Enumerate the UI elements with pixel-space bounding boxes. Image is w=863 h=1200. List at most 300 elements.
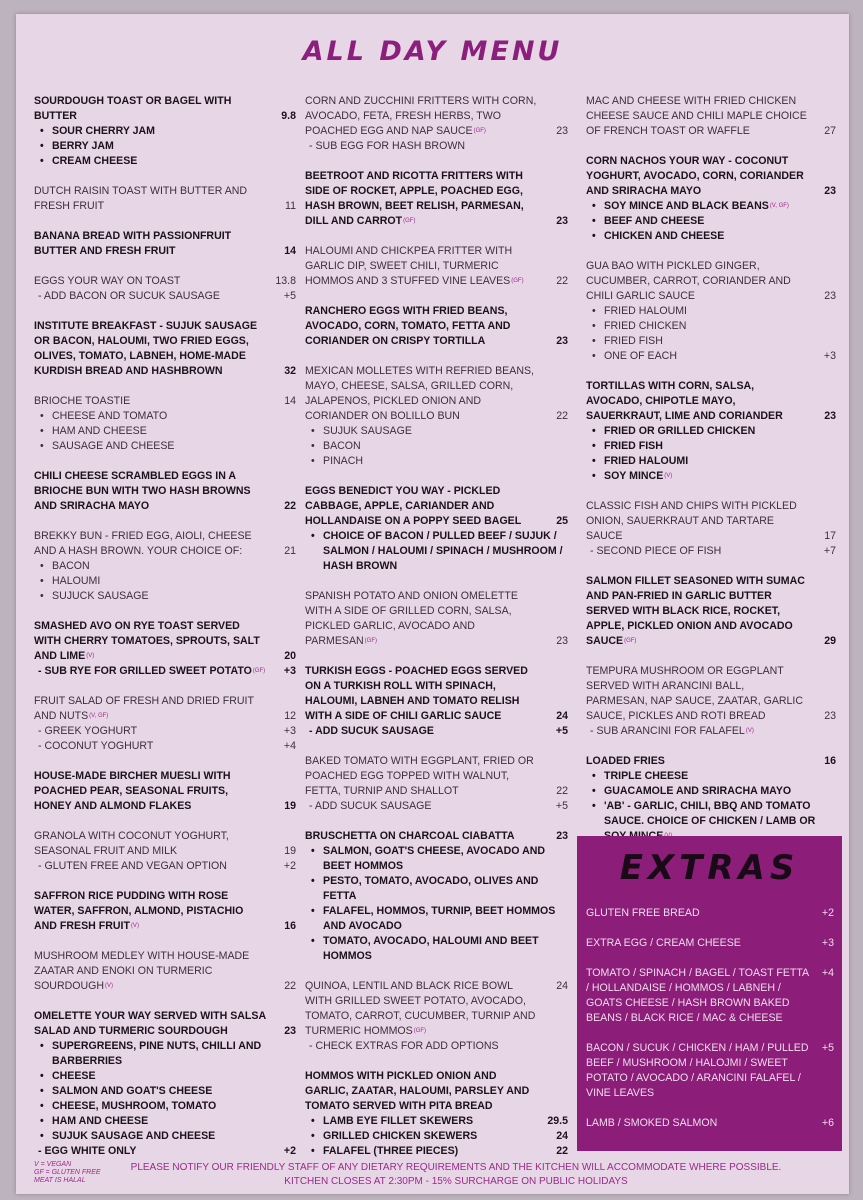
extras-panel — [577, 836, 842, 1151]
option-item — [586, 424, 836, 439]
extras-item-text: BACON / SUCUK / CHICKEN / HAM / PULLED BEEF / MUSHROOM / HALOJMI / SWEET POTATO / AVOCADO / ARANCINI FALAFEL / VINE LEAVES — [586, 1042, 809, 1099]
add-on-label: - ADD SUCUK SAUSAGE — [309, 800, 432, 812]
option-item — [34, 1039, 296, 1069]
add-on-text — [38, 724, 268, 739]
menu-item-price: 22 — [284, 980, 296, 992]
option-text: SOY MINCE AND BLACK BEANS — [604, 200, 769, 212]
add-on-price: +5 — [283, 290, 296, 302]
menu-item-row — [586, 574, 836, 649]
menu-item-name — [305, 484, 540, 529]
menu-item-text: LOADED FRIES — [586, 755, 665, 767]
menu-item-text: HALOUMI AND CHICKPEA FRITTER WITH GARLIC DIP, SWEET CHILI, TURMERIC HOMMOS AND 3 STUFFED VINE LEAVES — [305, 245, 513, 287]
menu-item-price: 22 — [284, 500, 296, 512]
option-item — [305, 1129, 568, 1144]
menu-item — [586, 379, 836, 484]
add-on-row — [305, 799, 568, 814]
menu-item — [586, 664, 836, 739]
option-text: HAM AND CHEESE — [52, 1115, 149, 1127]
menu-item-row — [34, 694, 296, 724]
add-on-price: +3 — [283, 725, 296, 737]
option-list — [34, 559, 296, 604]
menu-item — [586, 154, 836, 244]
menu-item-text: BRUSCHETTA ON CHARCOAL CIABATTA — [305, 830, 515, 842]
option-row — [323, 1114, 568, 1129]
menu-item-price: 22 — [556, 275, 568, 287]
dietary-tag: (GF) — [403, 218, 416, 224]
option-list — [34, 1039, 296, 1144]
dietary-tag: (GF) — [473, 128, 486, 134]
option-text: FRIED FISH — [604, 440, 663, 452]
menu-item-row — [305, 754, 568, 799]
option-text: CHEESE AND TOMATO — [52, 410, 168, 422]
extras-item — [577, 936, 842, 951]
option-item — [34, 124, 296, 139]
menu-item-name — [34, 274, 268, 289]
menu-item-name — [34, 394, 268, 409]
menu-item-row — [34, 619, 296, 664]
add-on-label: - GLUTEN FREE AND VEGAN OPTION — [38, 860, 227, 872]
menu-item-price: 32 — [284, 365, 296, 377]
add-on-text — [590, 544, 808, 559]
menu-item-row — [34, 1009, 296, 1039]
menu-item-price: 22 — [556, 410, 568, 422]
option-item — [305, 934, 568, 964]
menu-item-name — [34, 769, 268, 814]
menu-item-price: 19 — [284, 800, 296, 812]
option-item — [34, 1129, 296, 1144]
menu-item-row — [34, 274, 296, 289]
dietary-tag: (GF) — [624, 638, 637, 644]
menu-item-text: MEXICAN MOLLETES WITH REFRIED BEANS, MAYO, CHEESE, SALSA, GRILLED CORN, JALAPENOS, PICKLED ONION AND CORIANDER ON BOLILLO BUN — [305, 365, 534, 422]
menu-item-text: MAC AND CHEESE WITH FRIED CHICKEN CHEESE SAUCE AND CHILI MAPLE CHOICE OF FRENCH TOAST OR WAFFLE — [586, 95, 807, 137]
menu-item-text: HOMMOS WITH PICKLED ONION AND GARLIC, ZAATAR, HALOUMI, PARSLEY AND TOMATO SERVED WITH PITA BREAD — [305, 1070, 530, 1112]
menu-item-price: 23 — [556, 635, 568, 647]
menu-item-name — [305, 364, 540, 424]
option-item — [586, 304, 836, 319]
menu-item-price: 20 — [284, 650, 296, 662]
add-on-label: - EGG WHITE ONLY — [38, 1145, 137, 1157]
menu-item-price: 23 — [556, 335, 568, 347]
option-text: 'AB' - GARLIC, CHILI, BBQ AND TOMATO SAUCE. CHOICE OF CHICKEN / LAMB OR — [604, 800, 816, 827]
option-text: CHEESE — [52, 1070, 96, 1082]
option-item — [34, 1099, 296, 1114]
menu-item-price: 16 — [284, 920, 296, 932]
menu-item-text: CLASSIC FISH AND CHIPS WITH PICKLED ONION, SAUERKRAUT AND TARTARE SAUCE — [586, 500, 797, 542]
option-text: BACON — [52, 560, 90, 572]
option-price: +3 — [823, 350, 836, 362]
option-list — [305, 844, 568, 964]
extras-item — [577, 1116, 842, 1131]
add-on-text — [590, 724, 808, 739]
menu-item-row — [34, 949, 296, 994]
menu-item-row — [305, 304, 568, 349]
menu-item-row — [34, 469, 296, 514]
menu-item-name — [34, 319, 268, 379]
menu-item-price: 24 — [556, 710, 568, 722]
menu-item-row — [34, 319, 296, 379]
menu-item-name — [34, 889, 268, 934]
menu-item-row — [305, 364, 568, 424]
menu-item-price: 23 — [556, 215, 568, 227]
add-on-label: - ADD BACON OR SUCUK SAUSAGE — [38, 290, 220, 302]
option-item — [305, 439, 568, 454]
add-on-row — [34, 739, 296, 754]
option-text: SUJUK SAUSAGE — [323, 425, 412, 437]
menu-item — [305, 979, 568, 1054]
menu-item-text: BEETROOT AND RICOTTA FRITTERS WITH SIDE OF ROCKET, APPLE, POACHED EGG, HASH BROWN, BEET RELISH, PARMESAN, DILL AND CARROT — [305, 170, 524, 227]
dietary-tag: (V) — [745, 728, 754, 734]
menu-item — [305, 94, 568, 154]
option-text: GUACAMOLE AND SRIRACHA MAYO — [604, 785, 792, 797]
add-on-text — [38, 1144, 268, 1159]
extras-title: EXTRAS — [619, 848, 800, 888]
menu-item-price: 23 — [824, 185, 836, 197]
menu-item-row — [586, 154, 836, 199]
menu-item-row — [305, 169, 568, 229]
option-list — [305, 424, 568, 469]
option-text: • LAMB EYE FILLET SKEWERS — [323, 1115, 474, 1127]
option-item — [305, 454, 568, 469]
option-item — [586, 334, 836, 349]
option-item — [586, 454, 836, 469]
menu-item-price: 22 — [556, 785, 568, 797]
extras-item-text: GLUTEN FREE BREAD — [586, 907, 700, 919]
option-text: CHEESE, MUSHROOM, TOMATO — [52, 1100, 217, 1112]
add-on-label: - SUB EGG FOR HASH BROWN — [309, 140, 465, 152]
option-text: FALAFEL, HOMMOS, TURNIP, BEET HOMMOS AND AVOCADO — [323, 905, 556, 932]
menu-item-price: 23 — [556, 830, 568, 842]
option-text: • FALAFEL (THREE PIECES) — [323, 1145, 459, 1157]
page-title: ALL DAY MENU — [302, 36, 563, 67]
option-item — [305, 1144, 568, 1159]
menu-item — [34, 949, 296, 994]
option-text: CHICKEN AND CHEESE — [604, 230, 725, 242]
menu-item — [34, 529, 296, 604]
option-row — [323, 1129, 568, 1144]
menu-item-name — [586, 94, 808, 139]
dietary-tag: (V) — [130, 923, 139, 929]
add-on-row — [34, 664, 296, 679]
menu-item-name — [586, 574, 808, 649]
option-item — [34, 139, 296, 154]
add-on-price: +5 — [555, 725, 568, 737]
menu-item-row — [586, 754, 836, 769]
option-text: SUJUCK SAUSAGE — [52, 590, 149, 602]
menu-item-row — [34, 769, 296, 814]
option-item — [586, 214, 836, 229]
option-text: SAUSAGE AND CHEESE — [52, 440, 175, 452]
add-on-row — [305, 139, 568, 154]
menu-item-text: SAFFRON RICE PUDDING WITH ROSE WATER, SAFFRON, ALMOND, PISTACHIO AND FRESH FRUIT — [34, 890, 244, 932]
add-on-price: +2 — [283, 1145, 296, 1157]
option-text: SOY MINCE — [604, 470, 664, 482]
menu-item-name — [305, 94, 540, 139]
menu-item — [34, 184, 296, 214]
menu-item-text: BANANA BREAD WITH PASSIONFRUIT BUTTER AND FRESH FRUIT — [34, 230, 232, 257]
menu-item-name — [305, 304, 540, 349]
option-list — [586, 424, 836, 484]
menu-item — [34, 829, 296, 874]
menu-item — [305, 754, 568, 814]
menu-item-price: 23 — [824, 710, 836, 722]
option-item — [34, 154, 296, 169]
menu-item-name — [34, 184, 268, 214]
extras-item-price: +6 — [821, 1117, 834, 1129]
option-list — [34, 124, 296, 169]
menu-item-text: BRIOCHE TOASTIE — [34, 395, 131, 407]
menu-item-price: 23 — [556, 125, 568, 137]
option-text: TRIPLE CHEESE — [604, 770, 689, 782]
add-on-row — [34, 724, 296, 739]
menu-item — [34, 394, 296, 454]
option-item — [586, 349, 836, 364]
menu-item-row — [586, 94, 836, 139]
menu-item-name — [586, 379, 808, 424]
option-text: TOMATO, AVOCADO, HALOUMI AND BEET HOMMOS — [323, 935, 539, 962]
menu-item-name — [34, 619, 268, 664]
menu-item-name — [34, 529, 268, 559]
menu-item-row — [34, 529, 296, 559]
option-item — [34, 1069, 296, 1084]
option-item — [305, 874, 568, 904]
option-item — [305, 424, 568, 439]
add-on-row — [305, 1039, 568, 1054]
menu-item-row — [305, 94, 568, 139]
menu-item-text: OMELETTE YOUR WAY SERVED WITH SALSA SALAD AND TURMERIC SOURDOUGH — [34, 1010, 266, 1037]
menu-item-price: 24 — [556, 980, 568, 992]
add-on-text — [309, 1039, 540, 1054]
option-text: BACON — [323, 440, 361, 452]
menu-item-text: INSTITUTE BREAKFAST - SUJUK SAUSAGE OR BACON, HALOUMI, TWO FRIED EGGS, OLIVES, TOMATO, LABNEH, HOME-MADE KURDISH BREAD AND HASHBROWN — [34, 320, 258, 377]
menu-item-price: 11 — [285, 200, 296, 212]
option-text: BEEF AND CHEESE — [604, 215, 705, 227]
menu-item — [586, 94, 836, 139]
menu-item-row — [305, 979, 568, 1039]
menu-item-name — [586, 754, 808, 769]
menu-item-row — [305, 484, 568, 529]
add-on-price: +5 — [555, 800, 568, 812]
menu-item-row — [305, 244, 568, 289]
menu-item — [586, 499, 836, 559]
menu-item-name — [305, 829, 540, 844]
menu-item-name — [305, 244, 540, 289]
option-text: FRIED HALOUMI — [604, 455, 689, 467]
menu-item-text: CORN NACHOS YOUR WAY - COCONUT YOGHURT, AVOCADO, CORN, CORIANDER AND SRIRACHA MAYO — [586, 155, 804, 197]
menu-item — [34, 769, 296, 814]
menu-item — [305, 169, 568, 229]
menu-item-text: EGGS BENEDICT YOU WAY - PICKLED CABBAGE, APPLE, CARIANDER AND HOLLANDAISE ON A POPPY SEED BAGEL — [305, 485, 522, 527]
extras-item-text: LAMB / SMOKED SALMON — [586, 1117, 718, 1129]
option-list — [586, 769, 836, 844]
menu-item-price: 29 — [824, 635, 836, 647]
option-text: FRIED HALOUMI — [604, 305, 687, 317]
add-on-text — [38, 664, 268, 679]
menu-item-text: BREKKY BUN - FRIED EGG, AIOLI, CHEESE AND A HASH BROWN. YOUR CHOICE OF: — [34, 530, 252, 557]
menu-item-text: HOUSE-MADE BIRCHER MUESLI WITH POACHED PEAR, SEASONAL FRUITS, HONEY AND ALMOND FLAKES — [34, 770, 231, 812]
add-on-row — [34, 289, 296, 304]
add-on-row — [586, 544, 836, 559]
menu-item-row — [305, 1069, 568, 1114]
menu-item — [305, 589, 568, 649]
add-on-text — [38, 739, 268, 754]
option-item — [586, 199, 836, 214]
add-on-row — [34, 859, 296, 874]
option-item — [586, 319, 836, 334]
option-price: 24 — [556, 1130, 568, 1142]
menu-item — [305, 829, 568, 964]
add-on-price: +4 — [283, 740, 296, 752]
add-on-price: +7 — [823, 545, 836, 557]
menu-item-text: TEMPURA MUSHROOM OR EGGPLANT SERVED WITH ARANCINI BALL, PARMESAN, NAP SAUCE, ZAATAR, GARLIC SAUCE, PICKLES AND ROTI BREAD — [586, 665, 804, 722]
dietary-tag: (V) — [664, 473, 673, 479]
menu-item-row — [305, 829, 568, 844]
menu-item-text: QUINOA, LENTIL AND BLACK RICE BOWL WITH GRILLED SWEET POTATO, AVOCADO, TOMATO, CARROT, CUCUMBER, TURNIP AND TURMERIC HOMMOS — [305, 980, 536, 1037]
menu-item — [305, 364, 568, 469]
add-on-price: +3 — [283, 665, 296, 677]
option-text: SALMON, GOAT'S CHEESE, AVOCADO AND BEET HOMMOS — [323, 845, 546, 872]
menu-item-price: 16 — [824, 755, 836, 767]
dietary-tag: (V) — [86, 653, 95, 659]
menu-item — [34, 619, 296, 679]
menu-item-price: 23 — [824, 290, 836, 302]
menu-item-name — [586, 664, 808, 724]
option-item — [34, 589, 296, 604]
menu-item-name — [34, 229, 268, 259]
menu-item-text: CHILI CHEESE SCRAMBLED EGGS IN A BRIOCHE BUN WITH TWO HASH BROWNS AND SRIRACHA MAYO — [34, 470, 251, 512]
menu-item-name — [305, 979, 540, 1039]
extras-item — [577, 1041, 842, 1101]
add-on-row — [34, 1144, 296, 1159]
option-item — [586, 439, 836, 454]
menu-item-name — [586, 499, 808, 544]
menu-item-name — [305, 169, 540, 229]
menu-item-price: 17 — [824, 530, 836, 542]
menu-column-2 — [305, 94, 568, 1174]
option-price: 29.5 — [547, 1115, 568, 1127]
add-on-row — [305, 724, 568, 739]
menu-item-text: RANCHERO EGGS WITH FRIED BEANS, AVOCADO, CORN, TOMATO, FETTA AND CORIANDER ON CRISPY TORTILLA — [305, 305, 511, 347]
extras-item-price: +5 — [821, 1042, 834, 1054]
dietary-tag: (V, GF) — [769, 203, 789, 209]
add-on-text — [309, 799, 540, 814]
option-list — [34, 409, 296, 454]
menu-item-text: CORN AND ZUCCHINI FRITTERS WITH CORN, AVOCADO, FETA, FRESH HERBS, TWO POACHED EGG AND NAP SAUCE — [305, 95, 537, 137]
menu-item-row — [305, 589, 568, 649]
menu-item-price: 13.8 — [275, 275, 296, 287]
menu-item-text: DUTCH RAISIN TOAST WITH BUTTER AND FRESH FRUIT — [34, 185, 248, 212]
menu-item — [34, 469, 296, 514]
option-text: HALOUMI — [52, 575, 101, 587]
menu-item-row — [586, 499, 836, 544]
menu-item — [34, 229, 296, 259]
option-list — [586, 304, 836, 364]
extras-item — [577, 966, 842, 1026]
option-text: FRIED OR GRILLED CHICKEN — [604, 425, 756, 437]
menu-item — [305, 244, 568, 289]
menu-item-name — [34, 1009, 268, 1039]
menu-item-price: 12 — [284, 710, 296, 722]
option-text: SALMON AND GOAT'S CHEESE — [52, 1085, 213, 1097]
dietary-tag: (GF) — [364, 638, 377, 644]
dietary-tag: (GF) — [413, 1028, 427, 1034]
menu-column-1 — [34, 94, 296, 1174]
menu-item-name — [305, 754, 540, 799]
menu-item-name — [34, 949, 268, 994]
footer-notice — [106, 1161, 806, 1189]
option-item — [586, 769, 836, 784]
menu-item-row — [34, 94, 296, 124]
footer-line: KITCHEN CLOSES AT 2:30PM - 15% SURCHARGE ON PUBLIC HOLIDAYS — [284, 1176, 628, 1187]
dietary-legend — [34, 1161, 101, 1185]
option-text: FRIED CHICKEN — [604, 320, 687, 332]
extras-item-price: +3 — [821, 937, 834, 949]
add-on-label: - SUB RYE FOR GRILLED SWEET POTATO — [38, 665, 252, 677]
add-on-label: - CHECK EXTRAS FOR ADD OPTIONS — [309, 1040, 499, 1052]
menu-item-price: 23 — [284, 1025, 296, 1037]
option-item — [305, 904, 568, 934]
menu-item-price: 21 — [284, 545, 296, 557]
dietary-tag: (V, GF) — [89, 713, 109, 719]
add-on-label: - GREEK YOGHURT — [38, 725, 138, 737]
menu-item-name — [305, 589, 540, 649]
option-item — [305, 844, 568, 874]
menu-item-text: MUSHROOM MEDLEY WITH HOUSE-MADE ZAATAR AND ENOKI ON TURMERIC SOURDOUGH — [34, 950, 250, 992]
menu-item — [305, 1069, 568, 1159]
option-price: 22 — [556, 1145, 568, 1157]
add-on-price: +2 — [283, 860, 296, 872]
menu-item-text: SALMON FILLET SEASONED WITH SUMAC AND PAN-FRIED IN GARLIC BUTTER SERVED WITH BLACK RICE, ROCKET, APPLE, PICKLED ONION AND AVOCADO SAUCE — [586, 575, 805, 647]
menu-item-name — [305, 664, 540, 724]
menu-item-text: TORTILLAS WITH CORN, SALSA, AVOCADO, CHIPOTLE MAYO, SAUERKRAUT, LIME AND CORIANDER — [586, 380, 783, 422]
option-text: PESTO, TOMATO, AVOCADO, OLIVES AND FETTA — [323, 875, 539, 902]
option-item — [34, 1114, 296, 1129]
option-text: • ONE OF EACH — [604, 350, 677, 362]
option-text: CHOICE OF BACON / PULLED BEEF / SUJUK / SALMON / HALOUMI / SPINACH / MUSHROOM / HASH BROWN — [323, 530, 563, 572]
option-text: • GRILLED CHICKEN SKEWERS — [323, 1130, 478, 1142]
dietary-tag: (GF) — [252, 668, 266, 674]
menu-item-text: SOURDOUGH TOAST OR BAGEL WITH BUTTER — [34, 95, 232, 122]
menu-item-text: BAKED TOMATO WITH EGGPLANT, FRIED OR POACHED EGG TOPPED WITH WALNUT, FETTA, TURNIP AND SHALLOT — [305, 755, 534, 797]
add-on-text — [309, 724, 540, 739]
add-on-label: - SUB ARANCINI FOR FALAFEL — [590, 725, 745, 737]
option-text: CREAM CHEESE — [52, 155, 138, 167]
add-on-text — [38, 859, 268, 874]
menu-item-price: 14 — [284, 245, 296, 257]
menu-item — [305, 304, 568, 349]
menu-item — [586, 754, 836, 844]
menu-item-price: 23 — [824, 410, 836, 422]
option-item — [34, 574, 296, 589]
menu-item-price: 19 — [284, 845, 296, 857]
option-text: FRIED FISH — [604, 335, 663, 347]
dietary-tag: (V) — [105, 983, 114, 989]
menu-item-row — [305, 664, 568, 724]
option-text: SUJUK SAUSAGE AND CHEESE — [52, 1130, 216, 1142]
menu-item-row — [34, 394, 296, 409]
menu-item-row — [586, 664, 836, 724]
legend-line: GF = GLUTEN FREE — [34, 1169, 101, 1176]
menu-item — [34, 1009, 296, 1159]
menu-item — [586, 574, 836, 649]
extras-list — [577, 906, 842, 1131]
extras-item-text: EXTRA EGG / CREAM CHEESE — [586, 937, 741, 949]
option-item — [586, 784, 836, 799]
menu-item-text: FRUIT SALAD OF FRESH AND DRIED FRUIT AND NUTS — [34, 695, 254, 722]
option-text: SOUR CHERRY JAM — [52, 125, 156, 137]
menu-item — [305, 664, 568, 739]
option-row — [604, 349, 836, 364]
menu-item-text: GUA BAO WITH PICKLED GINGER, CUCUMBER, CARROT, CORIANDER AND CHILI GARLIC SAUCE — [586, 260, 791, 302]
